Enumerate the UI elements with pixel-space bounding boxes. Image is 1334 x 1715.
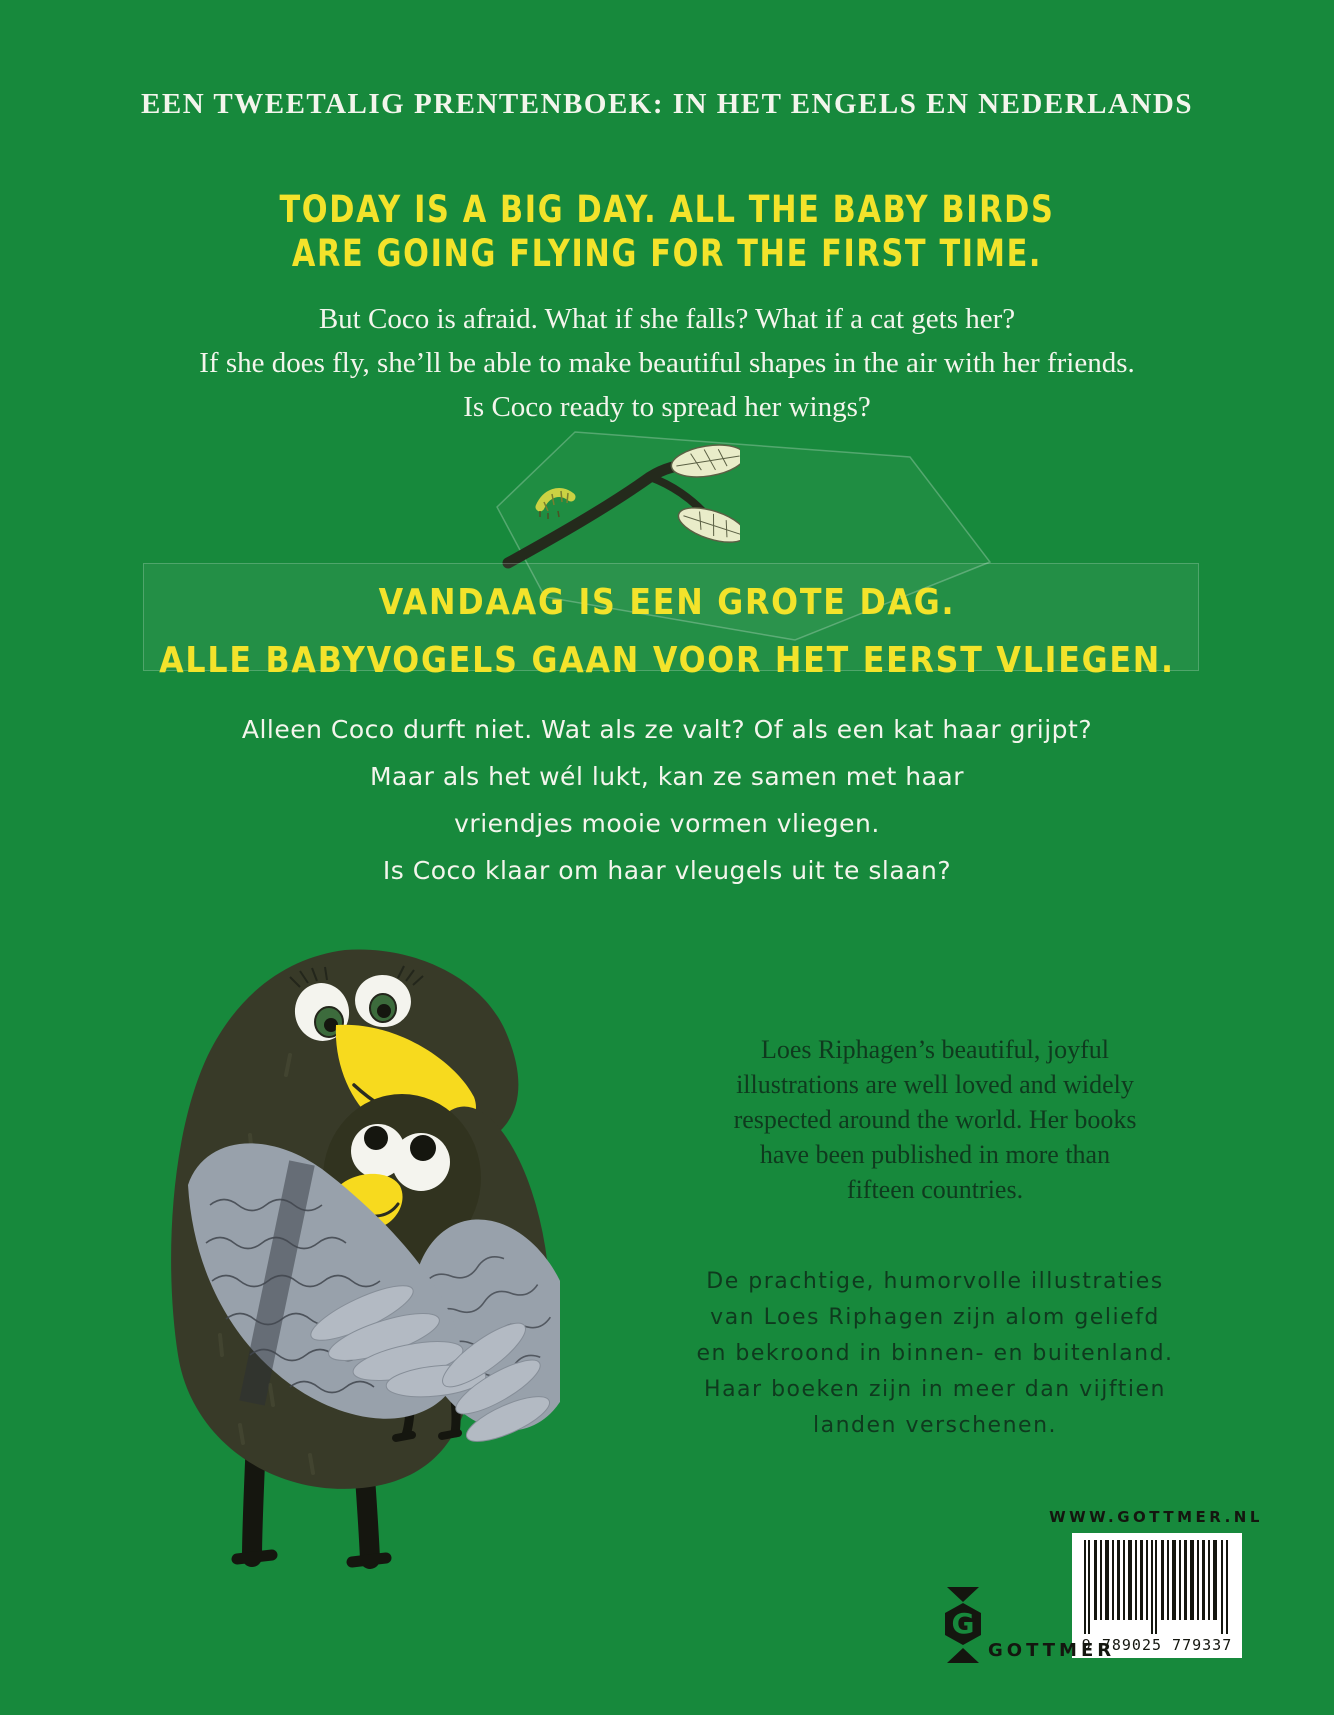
- twig-branch: [508, 464, 708, 563]
- barcode-bars: [1080, 1540, 1234, 1636]
- twig-leaf: [669, 440, 740, 481]
- bilingual-banner-text: EEN TWEETALIG PRENTENBOEK: IN HET ENGELS EN NEDERLANDS: [141, 88, 1193, 120]
- english-headline-line: TODAY IS A BIG DAY. ALL THE BABY BIRDS: [279, 188, 1055, 231]
- author-bio-english-line: illustrations are well loved and widely: [736, 1070, 1134, 1099]
- caterpillar: [540, 491, 571, 519]
- author-bio-english-line: Loes Riphagen’s beautiful, joyful: [760, 1035, 1110, 1064]
- author-bio-dutch-line: Haar boeken zijn in meer dan vijftien: [704, 1377, 1166, 1402]
- english-blurb-line: But Coco is afraid. What if she falls? What if a cat gets her?: [318, 303, 1016, 335]
- author-bio-dutch-line: van Loes Riphagen zijn alom geliefd: [710, 1305, 1160, 1330]
- publisher-name-text: GOTTMER: [988, 1640, 1116, 1661]
- english-headline: [120, 188, 1214, 276]
- dutch-headline: [80, 574, 1254, 690]
- english-blurb-line: Is Coco ready to spread her wings?: [463, 391, 871, 423]
- dutch-blurb: [0, 706, 1334, 894]
- dutch-blurb-line: Alleen Coco durft niet. Wat als ze valt? Of als een kat haar grijpt?: [241, 715, 1093, 744]
- publisher-website: [1016, 1508, 1296, 1526]
- author-bio-dutch: [635, 1264, 1235, 1444]
- author-bio-english: [635, 1032, 1235, 1207]
- bilingual-banner: [0, 88, 1334, 121]
- author-bio-english-line: fifteen countries.: [846, 1175, 1024, 1204]
- isbn-number: 9 789025 779337: [1081, 1636, 1233, 1654]
- dutch-headline-line: ALLE BABYVOGELS GAAN VOOR HET EERST VLIEGEN.: [159, 640, 1175, 681]
- twig-illustration: [480, 425, 740, 585]
- birds-illustration: [140, 935, 560, 1575]
- author-bio-english-line: have been published in more than: [759, 1140, 1111, 1169]
- author-bio-dutch-line: landen verschenen.: [812, 1413, 1058, 1438]
- english-headline-line: ARE GOING FLYING FOR THE FIRST TIME.: [291, 232, 1043, 275]
- author-bio-dutch-line: en bekroond in binnen- en buitenland.: [696, 1341, 1174, 1366]
- dutch-blurb-line: Maar als het wél lukt, kan ze samen met haar: [369, 762, 965, 791]
- author-bio-dutch-line: De prachtige, humorvolle illustraties: [706, 1269, 1164, 1294]
- publisher-website-text: WWW.GOTTMER.NL: [1049, 1508, 1263, 1526]
- dutch-blurb-line: Is Coco klaar om haar vleugels uit te slaan?: [382, 856, 952, 885]
- dutch-headline-line: VANDAAG IS EEN GROTE DAG.: [378, 582, 956, 623]
- dutch-blurb-line: vriendjes mooie vormen vliegen.: [454, 809, 880, 838]
- english-blurb: [0, 297, 1334, 429]
- publisher-name: [988, 1640, 1116, 1661]
- gottmer-logo: [940, 1586, 986, 1664]
- english-blurb-line: If she does fly, she’ll be able to make beautiful shapes in the air with her friends.: [199, 347, 1135, 379]
- author-bio-english-line: respected around the world. Her books: [733, 1105, 1137, 1134]
- gottmer-logo-letter: G: [951, 1607, 975, 1640]
- twig-leaf: [674, 501, 740, 549]
